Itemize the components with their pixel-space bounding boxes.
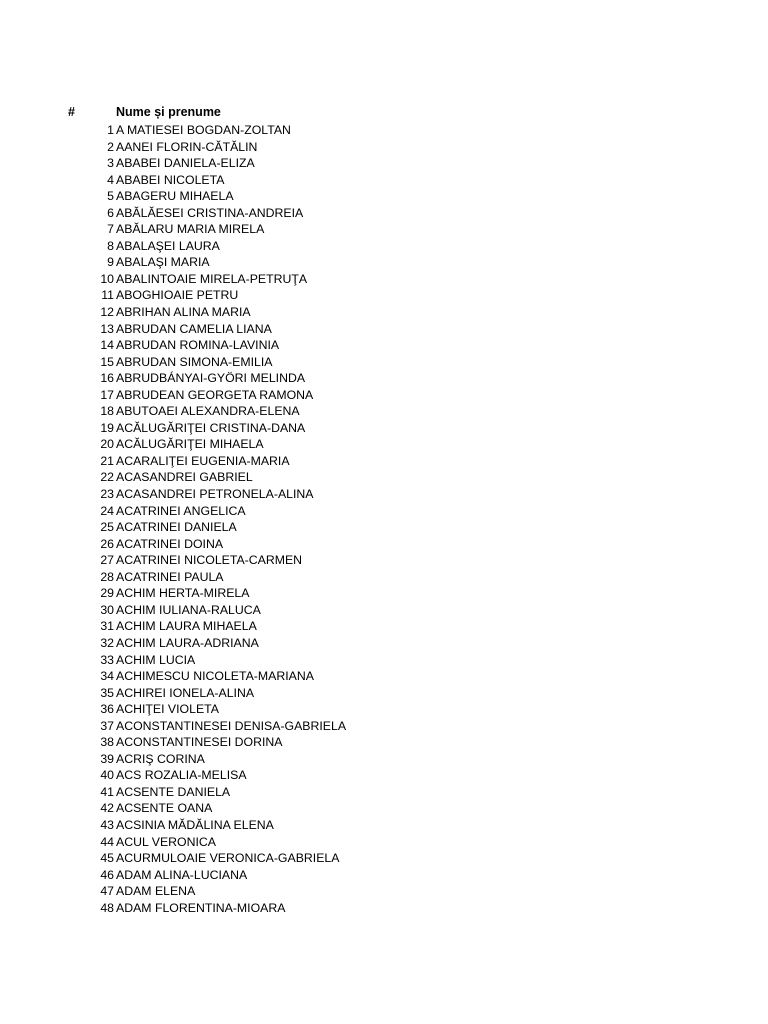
row-number: 24 xyxy=(100,503,114,518)
row-name: ACSINIA MĂDĂLINA ELENA xyxy=(116,817,274,832)
row-name: ACĂLUGĂRIŢEI MIHAELA xyxy=(116,437,264,452)
row-number: 28 xyxy=(100,569,114,584)
table-row xyxy=(0,552,768,569)
table-row xyxy=(0,503,768,520)
row-name: ABĂLĂESEI CRISTINA-ANDREIA xyxy=(116,205,304,220)
table-row xyxy=(0,453,768,470)
row-name: ACATRINEI DANIELA xyxy=(116,520,237,535)
row-number: 23 xyxy=(100,487,114,502)
row-name: ABRUDBÁNYAI-GYÖRI MELINDA xyxy=(116,371,306,386)
table-row xyxy=(0,254,768,271)
table-row xyxy=(0,883,768,900)
row-name: ACSENTE OANA xyxy=(116,801,213,816)
row-name: ADAM ALINA-LUCIANA xyxy=(116,867,248,882)
row-number: 5 xyxy=(107,189,114,204)
row-number: 40 xyxy=(100,768,114,783)
row-number: 8 xyxy=(107,238,114,253)
row-number: 9 xyxy=(107,255,114,270)
row-number: 39 xyxy=(100,751,114,766)
row-number: 20 xyxy=(100,437,114,452)
row-number: 45 xyxy=(100,851,114,866)
table-row xyxy=(0,370,768,387)
row-name: ABALINTOAIE MIRELA-PETRUŢA xyxy=(116,271,308,286)
row-number: 16 xyxy=(100,371,114,386)
row-number: 26 xyxy=(100,536,114,551)
row-number: 18 xyxy=(100,404,114,419)
header-number: # xyxy=(68,105,75,119)
table-row xyxy=(0,271,768,288)
row-name: ACHIM IULIANA-RALUCA xyxy=(116,602,261,617)
row-name: ABRUDAN SIMONA-EMILIA xyxy=(116,354,273,369)
row-name: ACHIM HERTA-MIRELA xyxy=(116,586,250,601)
row-name: ACSENTE DANIELA xyxy=(116,784,231,799)
table-row xyxy=(0,800,768,817)
row-number: 37 xyxy=(100,718,114,733)
table-row xyxy=(0,469,768,486)
row-number: 2 xyxy=(107,139,114,154)
row-number: 36 xyxy=(100,702,114,717)
row-name: ACATRINEI NICOLETA-CARMEN xyxy=(116,553,303,568)
table-row xyxy=(0,304,768,321)
row-name: ACHIM LAURA-ADRIANA xyxy=(116,635,259,650)
row-number: 43 xyxy=(100,817,114,832)
table-row xyxy=(0,122,768,139)
table-row xyxy=(0,486,768,503)
row-name: A MATIESEI BOGDAN-ZOLTAN xyxy=(116,123,291,137)
table-row xyxy=(0,668,768,685)
row-number: 30 xyxy=(100,602,114,617)
row-name: ACONSTANTINESEI DORINA xyxy=(116,735,283,750)
row-number: 4 xyxy=(107,172,114,187)
row-name: ABRUDAN ROMINA-LAVINIA xyxy=(116,338,280,353)
table-row xyxy=(0,155,768,172)
name-list xyxy=(0,122,768,916)
table-row xyxy=(0,784,768,801)
table-row xyxy=(0,139,768,156)
row-number: 25 xyxy=(100,520,114,535)
row-number: 12 xyxy=(100,305,114,320)
table-row xyxy=(0,850,768,867)
row-number: 14 xyxy=(100,338,114,353)
row-number: 15 xyxy=(100,354,114,369)
row-number: 17 xyxy=(100,387,114,402)
row-name: ACHIŢEI VIOLETA xyxy=(116,702,219,717)
table-row xyxy=(0,900,768,917)
row-name: ACATRINEI ANGELICA xyxy=(116,503,246,518)
row-number: 3 xyxy=(107,156,114,171)
table-row xyxy=(0,387,768,404)
row-number: 33 xyxy=(100,652,114,667)
table-row xyxy=(0,867,768,884)
table-row xyxy=(0,536,768,553)
row-name: ACASANDREI PETRONELA-ALINA xyxy=(116,487,314,502)
row-name: ABUTOAEI ALEXANDRA-ELENA xyxy=(116,404,300,419)
table-row xyxy=(0,635,768,652)
row-name: ACRIŞ CORINA xyxy=(116,751,205,766)
table-row xyxy=(0,585,768,602)
table-row xyxy=(0,519,768,536)
table-row xyxy=(0,420,768,437)
row-number: 10 xyxy=(100,271,114,286)
row-number: 7 xyxy=(107,222,114,237)
table-row xyxy=(0,238,768,255)
row-number: 19 xyxy=(100,420,114,435)
row-number: 13 xyxy=(100,321,114,336)
row-name: ADAM FLORENTINA-MIOARA xyxy=(116,900,286,915)
row-name: ACONSTANTINESEI DENISA-GABRIELA xyxy=(116,718,347,733)
table-row xyxy=(0,767,768,784)
row-name: ABABEI NICOLETA xyxy=(116,172,225,187)
row-number: 47 xyxy=(100,884,114,899)
row-name: ACĂLUGĂRIŢEI CRISTINA-DANA xyxy=(116,420,306,435)
table-row xyxy=(0,602,768,619)
table-row xyxy=(0,188,768,205)
row-name: ABALAŞEI LAURA xyxy=(116,238,220,253)
row-number: 27 xyxy=(100,553,114,568)
table-row xyxy=(0,685,768,702)
row-number: 34 xyxy=(100,669,114,684)
row-number: 1 xyxy=(107,123,114,137)
row-number: 44 xyxy=(100,834,114,849)
row-name: ACUL VERONICA xyxy=(116,834,216,849)
row-number: 11 xyxy=(101,288,114,303)
row-name: ABABEI DANIELA-ELIZA xyxy=(116,156,255,171)
row-number: 41 xyxy=(100,784,114,799)
row-name: ACS ROZALIA-MELISA xyxy=(116,768,247,783)
row-name: ACHIM LAURA MIHAELA xyxy=(116,619,257,634)
row-number: 31 xyxy=(100,619,114,634)
row-name: AANEI FLORIN-CĂTĂLIN xyxy=(116,139,258,154)
row-name: ACATRINEI PAULA xyxy=(116,569,224,584)
table-row xyxy=(0,403,768,420)
table-row xyxy=(0,817,768,834)
table-row xyxy=(0,569,768,586)
row-number: 21 xyxy=(100,453,114,468)
table-row xyxy=(0,354,768,371)
table-row xyxy=(0,436,768,453)
table-row xyxy=(0,718,768,735)
row-name: ABOGHIOAIE PETRU xyxy=(116,288,239,303)
row-number: 48 xyxy=(100,900,114,915)
table-row xyxy=(0,751,768,768)
table-row xyxy=(0,321,768,338)
table-header xyxy=(0,105,768,123)
row-number: 46 xyxy=(100,867,114,882)
row-name: ABRUDAN CAMELIA LIANA xyxy=(116,321,272,336)
row-name: ACHIMESCU NICOLETA-MARIANA xyxy=(116,669,314,684)
row-number: 6 xyxy=(107,205,114,220)
row-number: 32 xyxy=(100,635,114,650)
table-row xyxy=(0,205,768,222)
row-name: ABALAŞI MARIA xyxy=(116,255,210,270)
row-name: ABĂLARU MARIA MIRELA xyxy=(116,222,265,237)
row-name: ACURMULOAIE VERONICA-GABRIELA xyxy=(116,851,340,866)
table-row xyxy=(0,834,768,851)
row-name: ABRUDEAN GEORGETA RAMONA xyxy=(116,387,314,402)
row-number: 42 xyxy=(100,801,114,816)
row-name: ADAM ELENA xyxy=(116,884,196,899)
row-name: ACATRINEI DOINA xyxy=(116,536,224,551)
row-number: 29 xyxy=(100,586,114,601)
row-number: 22 xyxy=(100,470,114,485)
table-row xyxy=(0,221,768,238)
table-row xyxy=(0,287,768,304)
row-name: ACHIREI IONELA-ALINA xyxy=(116,685,255,700)
row-name: ACHIM LUCIA xyxy=(116,652,196,667)
table-row xyxy=(0,734,768,751)
table-row xyxy=(0,172,768,189)
row-name: ABAGERU MIHAELA xyxy=(116,189,234,204)
header-name: Nume și prenume xyxy=(116,105,221,119)
table-row xyxy=(0,337,768,354)
row-name: ACASANDREI GABRIEL xyxy=(116,470,253,485)
row-number: 35 xyxy=(100,685,114,700)
row-number: 38 xyxy=(100,735,114,750)
table-row xyxy=(0,618,768,635)
row-name: ACARALIŢEI EUGENIA-MARIA xyxy=(116,453,290,468)
table-row xyxy=(0,652,768,669)
row-name: ABRIHAN ALINA MARIA xyxy=(116,305,251,320)
table-row xyxy=(0,701,768,718)
